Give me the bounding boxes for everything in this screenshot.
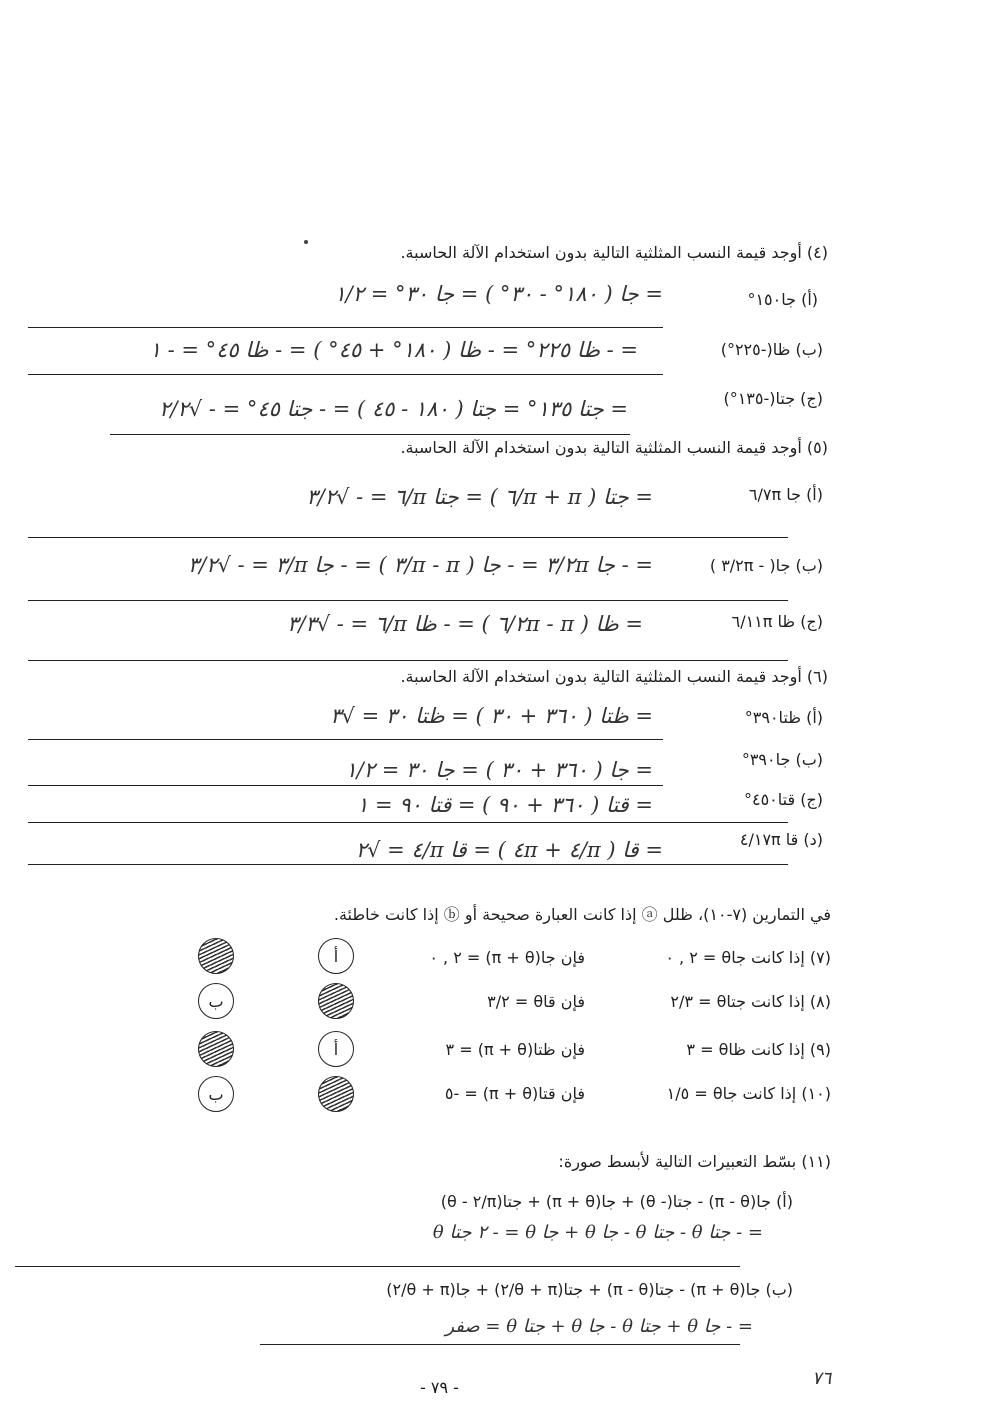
q5-heading: (٥) أوجد قيمة النسب المثلثية التالية بدون استخدام الآلة الحاسبة. <box>400 438 828 457</box>
q6a-answer: = ظتا ( ٣٦٠ + ٣٠ ) = ظتا ٣٠ = √٣ <box>330 704 653 728</box>
tf8-option-a-shaded[interactable] <box>318 983 354 1019</box>
q4c-prompt: (ج) جتا(-١٣٥°) <box>723 389 823 408</box>
tf10-num: (١٠) <box>801 1084 831 1103</box>
q4a-prompt: (أ) جا١٥٠° <box>747 290 818 309</box>
q4b-prompt: (ب) ظا(-٢٢٥°) <box>720 340 823 359</box>
answer-line <box>28 537 788 538</box>
q5a-prompt: (أ) جا ٧π/٦ <box>748 485 823 504</box>
q4-heading: (٤) أوجد قيمة النسب المثلثية التالية بدون استخدام الآلة الحاسبة. <box>400 243 828 262</box>
q11-heading: (١١) بسّط التعبيرات التالية لأبسط صورة: <box>558 1152 831 1171</box>
tf7-num: (٧) <box>809 948 831 967</box>
answer-line <box>28 660 788 661</box>
tf9-option-a[interactable]: أ <box>318 1031 354 1067</box>
tf9-option-b-shaded[interactable] <box>198 1031 234 1067</box>
answer-line <box>28 864 788 865</box>
answer-line <box>28 374 663 375</box>
q5c-prompt: (ج) ظا ١١π/٦ <box>731 612 823 631</box>
answer-line <box>110 434 630 435</box>
tf8-option-b[interactable]: ب <box>198 983 234 1019</box>
answer-line <box>260 1344 740 1345</box>
q6b-prompt: (ب) جا٣٩٠° <box>741 750 823 769</box>
tf8-claim: فإن قاθ = ٣/٢ <box>487 992 585 1011</box>
q11a-answer: = - جتا θ - جتا θ - جا θ + جا θ = - ٢ جتا θ <box>432 1222 763 1243</box>
q4b-answer: = - ظا ٢٢٥° = - ظا ( ١٨٠° + ٤٥° ) = - ظا ٤٥° = - ١ <box>149 338 638 362</box>
tf10-claim: فإن قتا(π + θ) = -٥ <box>444 1084 585 1103</box>
q6a-prompt: (أ) ظتا٣٩٠° <box>744 708 823 727</box>
q6c-answer: = قتا ( ٣٦٠ + ٩٠ ) = قتا ٩٠ = ١ <box>356 793 653 817</box>
tf7-claim: فإن جا(π + θ) = ٢ , ٠ <box>429 948 585 967</box>
tf9-num: (٩) <box>809 1040 831 1059</box>
tf10-option-b[interactable]: ب <box>198 1076 234 1112</box>
page-number: - ٧٩ - <box>420 1378 459 1397</box>
q5b-prompt: (ب) جا( - ٢π/٣ ) <box>709 556 823 575</box>
tf-instruction: في التمارين (٧-١٠)، ظلل ⓐ إذا كانت العبارة صحيحة أو ⓑ إذا كانت خاطئة. <box>333 905 831 924</box>
q6b-answer: = جا ( ٣٦٠ + ٣٠ ) = جا ٣٠ = ١/٢ <box>345 758 653 782</box>
tf8-num: (٨) <box>809 992 831 1011</box>
q6d-answer: = قا ( π/٤ + ٤π ) = قا π/٤ = √٢ <box>355 838 663 862</box>
q4a-answer: = جا ( ١٨٠° - ٣٠° ) = جا ٣٠° = ١/٢ <box>334 282 663 306</box>
answer-line <box>28 327 663 328</box>
answer-line <box>28 785 663 786</box>
tf7-given <box>665 948 831 967</box>
q5b-answer: = - جا ٢π/٣ = - جا ( π - π/٣ ) = - جا π/٣ = - √٣/٢ <box>187 553 653 577</box>
tf10-option-a-shaded[interactable] <box>318 1076 354 1112</box>
tf7-option-b-shaded[interactable] <box>198 938 234 974</box>
tf7-given-text: إذا كانت جاθ = ٢ , ٠ <box>665 948 805 967</box>
q5a-answer: = جتا ( π + π/٦ ) = جتا π/٦ = - √٣/٢ <box>306 485 653 509</box>
tf8-given-text: إذا كانت جتاθ = ٢/٣ <box>670 992 805 1011</box>
tf9-given-text: إذا كانت ظاθ = ٣ <box>686 1040 805 1059</box>
q11b-answer: = - جا θ + جتا θ - جا θ + جتا θ = صفر <box>445 1316 753 1337</box>
q5c-answer: = ظا ( ٢π - π/٦ ) = - ظا π/٦ = - √٣/٣ <box>287 612 643 636</box>
answer-line <box>28 822 788 823</box>
q6d-prompt: (د) قا ١٧π/٤ <box>739 830 823 849</box>
tf10-given <box>667 1084 831 1103</box>
tf9-claim: فإن ظتا(π + θ) = ٣ <box>445 1040 585 1059</box>
tf7-option-a[interactable]: أ <box>318 938 354 974</box>
q11a-prompt: (أ) جا(π - θ) - جتا(- θ) + جا(π + θ) + جتا(π/٢ - θ) <box>440 1192 793 1211</box>
q4c-answer: = جتا ١٣٥° = جتا ( ١٨٠ - ٤٥ ) = - جتا ٤٥° = - √٢/٢ <box>159 397 628 421</box>
answer-line <box>15 1266 740 1267</box>
corner-page-mark: ٧٦ <box>812 1368 832 1389</box>
tf9-given <box>686 1040 831 1059</box>
answer-line <box>28 739 663 740</box>
q6-heading: (٦) أوجد قيمة النسب المثلثية التالية بدون استخدام الآلة الحاسبة. <box>400 667 828 686</box>
tf10-given-text: إذا كانت جاθ = ١/٥ <box>666 1084 797 1103</box>
stray-mark <box>304 240 308 244</box>
q11b-prompt: (ب) جا(π + θ) - جتا(π - θ) + جتا(θ + π/٢) + جا(θ + π/٢) <box>386 1280 793 1299</box>
answer-line <box>28 600 788 601</box>
q6c-prompt: (ج) قتا٤٥٠° <box>743 790 823 809</box>
tf8-given <box>670 992 831 1011</box>
